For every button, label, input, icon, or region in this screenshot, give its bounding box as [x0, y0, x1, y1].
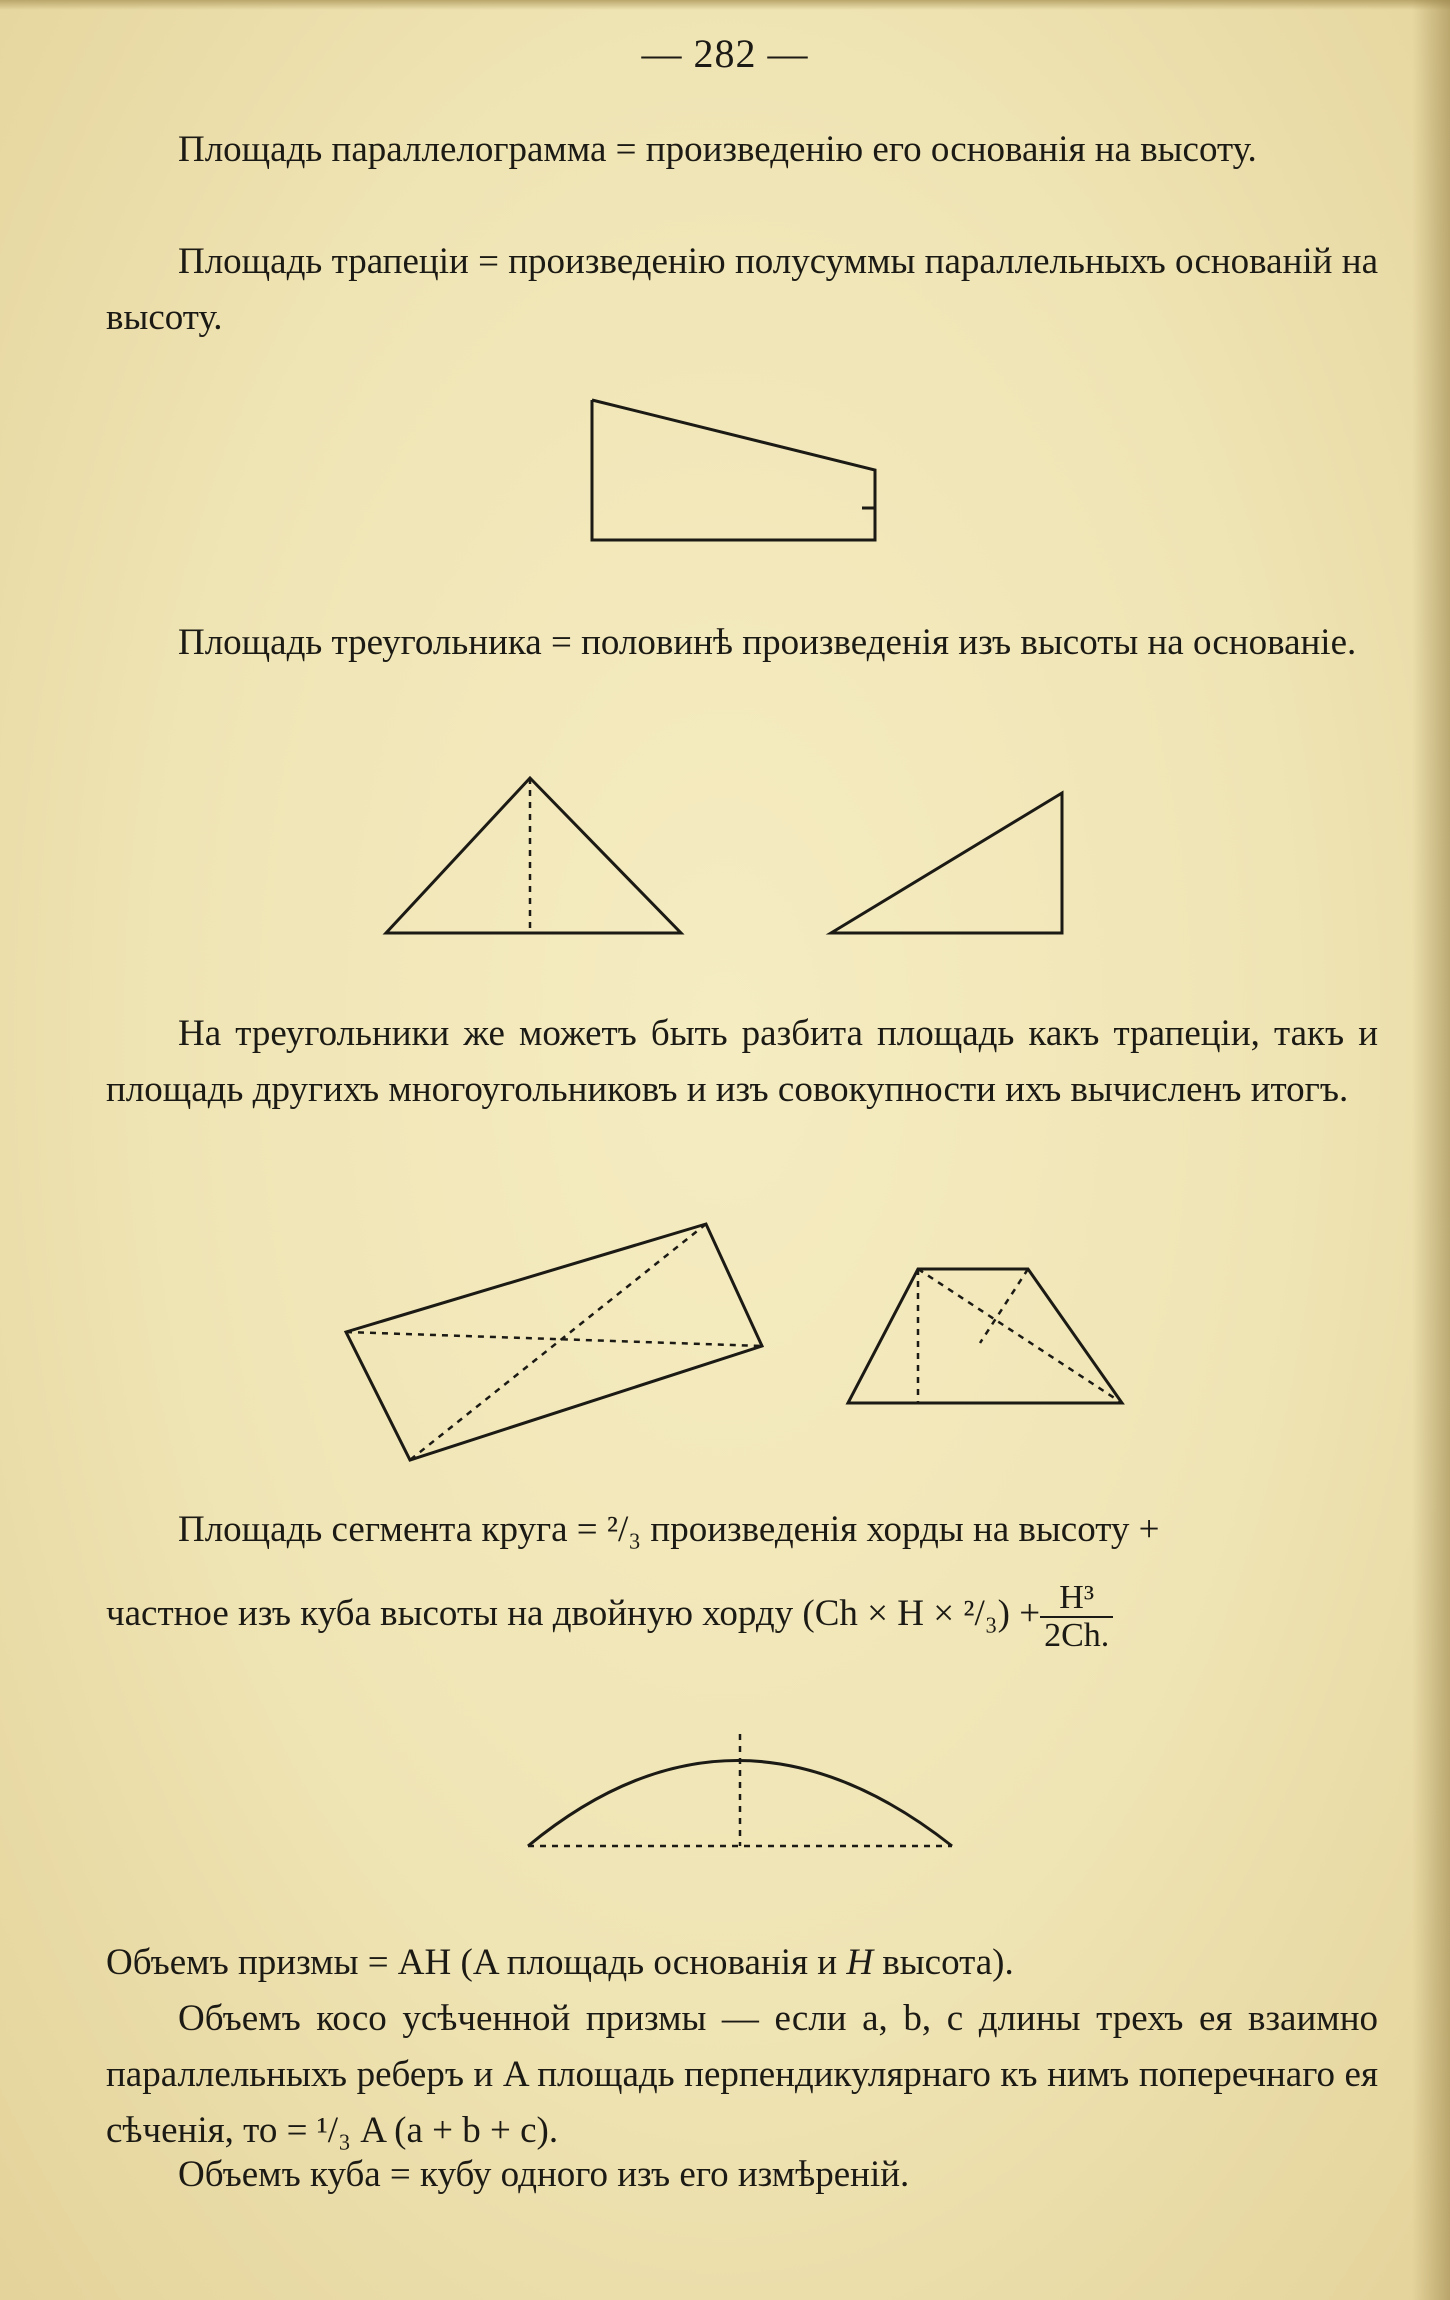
trapezoid-dashed-inner: [980, 1269, 1028, 1343]
triangle-right-outline: [831, 793, 1062, 933]
trapezoid-dashed-diagonal: [918, 1269, 1122, 1403]
paragraph-prism: [106, 1935, 1378, 1991]
circle-segment-figure: [520, 1720, 960, 1860]
segment-fraction: [1040, 1580, 1113, 1653]
paragraph-segment-line1: Площадь сегмента круга = ²/₃ произведенія хорды на высоту +: [178, 1509, 1160, 1550]
triangle-isosceles-figure: [378, 770, 693, 940]
page-number: — 282 —: [641, 31, 809, 76]
paragraph-oblique-prism: Объемъ косо усѣченной призмы — если a, b, c длины трехъ ея взаимно параллельныхъ реберъ и A площадь перпендикулярнаго къ нимъ поперечнаго ея сѣченія, то = ¹/₃ A (a + b + c).: [106, 1998, 1378, 2151]
segment-formula-text: частное изъ куба высоты на двойную хорду (Ch × H × ²/₃) +: [106, 1593, 1041, 1635]
prism-text-before: Объемъ призмы = AH (A площадь основанія и: [106, 1942, 847, 1983]
prism-text-after: высота).: [873, 1942, 1014, 1983]
paragraph-triangle: Площадь треугольника = половинѣ произведенія изъ высоты на основаніе.: [178, 622, 1357, 663]
triangle-right-figure: [825, 785, 1075, 955]
triangle-isosceles-outline: [386, 778, 681, 933]
trapezoid-outline: [592, 400, 875, 540]
segment-fraction-numerator: H³: [1040, 1580, 1113, 1618]
paragraph-cube: Объемъ куба = кубу одного изъ его измѣреній.: [178, 2154, 910, 2195]
quadrilateral-outline: [346, 1224, 762, 1460]
trapezoid-divided-outline: [848, 1269, 1122, 1403]
segment-fraction-denominator: 2Ch.: [1044, 1616, 1110, 1654]
trapezoid-figure: [580, 390, 900, 560]
paragraph-segment-line2: [106, 1580, 1378, 1653]
trapezoid-divided-figure: [840, 1255, 1130, 1415]
prism-text-italic: H: [846, 1942, 874, 1983]
quadrilateral-divided-figure: [340, 1210, 770, 1470]
paragraph-trapezoid: Площадь трапеціи = произведенію полусуммы параллельныхъ основаній на высоту.: [106, 241, 1378, 338]
paragraph-parallelogram: Площадь параллелограмма = произведенію его основанія на высоту.: [178, 129, 1257, 170]
paragraph-division: На треугольники же можетъ быть разбита площадь какъ трапеціи, такъ и площадь другихъ многоугольниковъ и изъ совокупности ихъ вычисленъ итогъ.: [106, 1013, 1378, 1110]
